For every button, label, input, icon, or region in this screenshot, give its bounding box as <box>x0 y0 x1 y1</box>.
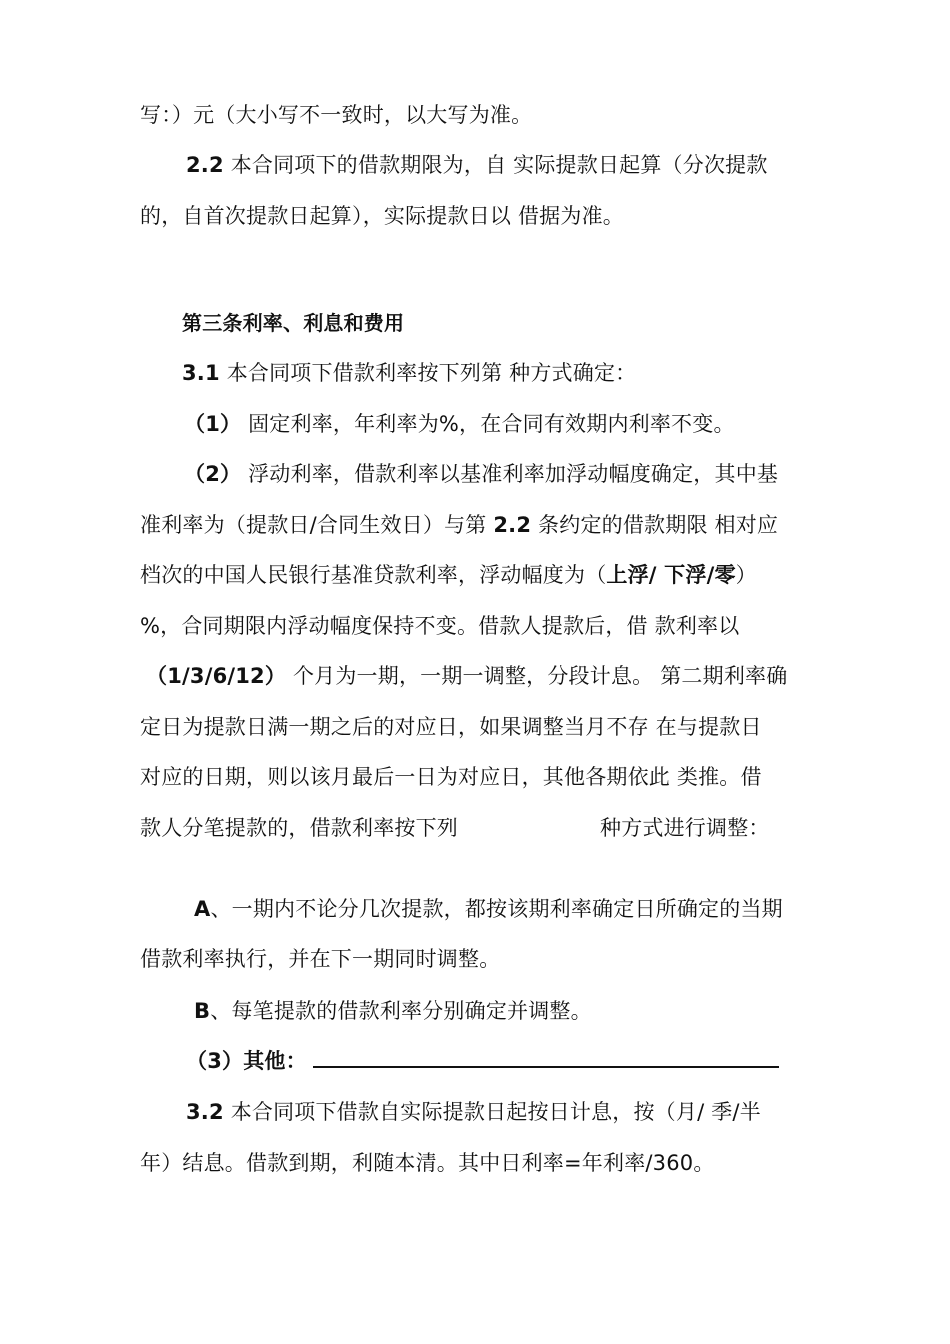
bold-text: （1/3/6/12） <box>146 664 287 688</box>
text-line <box>146 661 787 691</box>
option-label: （3）其他： <box>186 1049 307 1073</box>
bold-text: 上浮/ 下浮/零 <box>606 563 736 587</box>
blank-underline <box>313 1046 779 1068</box>
text-span: 准利率为（提款日/合同生效日）与第 <box>140 513 494 537</box>
text-line <box>140 1148 715 1178</box>
text-line <box>140 510 778 540</box>
option-b <box>194 996 592 1026</box>
clause-number: 3.1 <box>182 361 220 385</box>
text-span: 借款利率执行，并在下一期同时调整。 <box>140 947 501 971</box>
text-line <box>140 944 500 974</box>
option-3 <box>186 1046 779 1076</box>
heading-text: 第三条利率、利息和费用 <box>182 311 405 335</box>
clause-ref: 2.2 <box>493 513 532 537</box>
text-span: 款人分笔提款的，借款利率按下列 <box>140 816 458 840</box>
text-line <box>140 100 532 130</box>
text-span: 、一期内不论分几次提款，都按该期利率确定日所确定的当期 <box>210 897 783 921</box>
text-line <box>140 611 739 641</box>
section-heading <box>182 308 404 338</box>
text-span: 条约定的借款期限 相对应 <box>531 513 779 537</box>
clause-2-2 <box>186 150 768 180</box>
text-span: %，合同期限内浮动幅度保持不变。借款人提款后，借 款利率以 <box>140 614 740 638</box>
text-span: 的，自首次提款日起算），实际提款日以 借据为准。 <box>140 204 624 228</box>
clause-number: 2.2 <box>186 153 224 177</box>
option-letter: A <box>194 897 211 921</box>
option-number: （1） <box>184 412 242 436</box>
text-line <box>140 712 762 742</box>
clause-number: 3.2 <box>186 1100 224 1124</box>
text-span: 档次的中国人民银行基准贷款利率，浮动幅度为（ <box>140 563 607 587</box>
clause-3-1 <box>182 358 636 388</box>
text-span: 浮动利率，借款利率以基准利率加浮动幅度确定，其中基 <box>241 462 779 486</box>
text-span: 本合同项下的借款期限为，自 实际提款日起算（分次提款 <box>223 153 768 177</box>
option-a <box>194 894 783 924</box>
text-span: 本合同项下借款自实际提款日起按日计息，按（月/ 季/半 <box>223 1100 761 1124</box>
text-span: 、每笔提款的借款利率分别确定并调整。 <box>210 999 592 1023</box>
text-span: 本合同项下借款利率按下列第 种方式确定： <box>219 361 637 385</box>
text-span: 固定利率，年利率为%，在合同有效期内利率不变。 <box>241 412 735 436</box>
text-span: 对应的日期，则以该月最后一日为对应日，其他各期依此 类推。借 <box>140 765 762 789</box>
text-span: 年）结息。借款到期，利随本清。其中日利率=年利率/360。 <box>140 1151 715 1175</box>
text-line <box>140 560 757 590</box>
clause-3-2 <box>186 1097 761 1127</box>
text-line <box>140 201 624 231</box>
text-span: ） <box>735 563 757 587</box>
text-span: 个月为一期，一期一调整，分段计息。 第二期利率确 <box>286 664 788 688</box>
text-span: 种方式进行调整： <box>600 816 770 840</box>
text-line <box>140 762 762 792</box>
text-line <box>140 813 770 843</box>
option-letter: B <box>194 999 211 1023</box>
option-1 <box>184 409 735 439</box>
text-span: 写：）元（大小写不一致时，以大写为准。 <box>140 103 533 127</box>
option-2 <box>184 459 778 489</box>
text-span: 定日为提款日满一期之后的对应日，如果调整当月不存 在与提款日 <box>140 715 762 739</box>
option-number: （2） <box>184 462 242 486</box>
